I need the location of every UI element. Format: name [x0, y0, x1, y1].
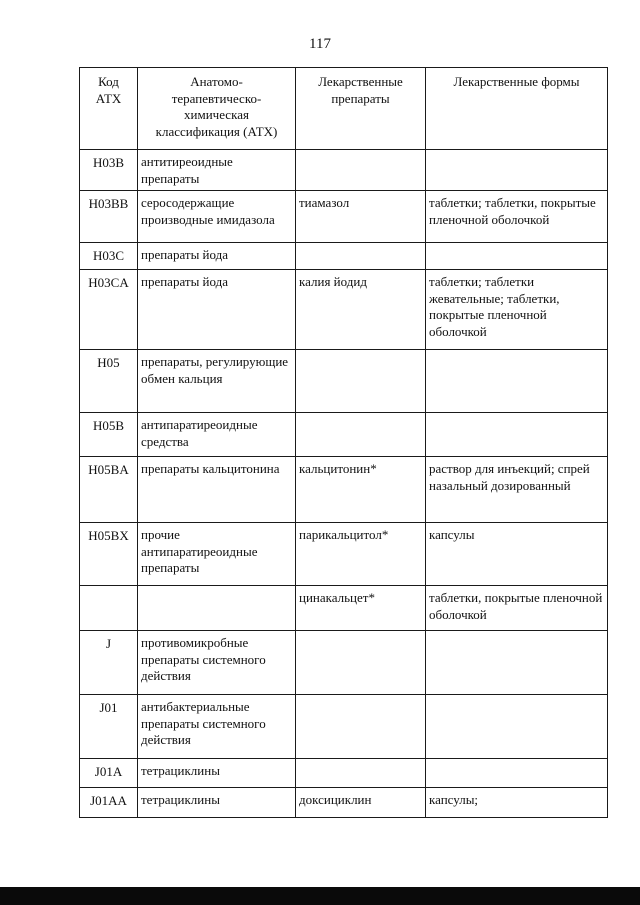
table-header-row [80, 68, 608, 150]
table-row [80, 759, 608, 788]
table-row [80, 695, 608, 759]
atx-code: H05BX [80, 523, 138, 586]
atx-class: противомикробные препараты системного действия [138, 631, 296, 695]
dosage-forms: таблетки; таблетки, покрытые пленочной оболочкой [426, 191, 608, 243]
drug-name [296, 695, 426, 759]
drug-name [296, 150, 426, 191]
table-row [80, 191, 608, 243]
atx-code: H03B [80, 150, 138, 191]
atx-class: препараты кальцитонина [138, 457, 296, 523]
dosage-forms [426, 631, 608, 695]
atx-class: препараты, регулирующие обмен кальция [138, 350, 296, 413]
table-row [80, 631, 608, 695]
dosage-forms [426, 759, 608, 788]
dosage-forms [426, 413, 608, 457]
atx-code: J01AA [80, 788, 138, 818]
atx-code: H05B [80, 413, 138, 457]
drug-name: цинакальцет* [296, 586, 426, 631]
atx-class: тетрациклины [138, 788, 296, 818]
dosage-forms: таблетки, покрытые пленочной оболочкой [426, 586, 608, 631]
dosage-forms [426, 350, 608, 413]
atx-code: H03C [80, 243, 138, 270]
drug-name [296, 631, 426, 695]
table-row [80, 413, 608, 457]
table-row [80, 350, 608, 413]
table-row [80, 523, 608, 586]
atx-code: H05 [80, 350, 138, 413]
drug-name: тиамазол [296, 191, 426, 243]
drug-name [296, 243, 426, 270]
table-row [80, 457, 608, 523]
header-code: Код АТХ [80, 68, 138, 150]
drug-name: калия йодид [296, 270, 426, 350]
table-row [80, 586, 608, 631]
drug-name: парикальцитол* [296, 523, 426, 586]
drug-name: доксициклин [296, 788, 426, 818]
atx-code: H03CA [80, 270, 138, 350]
atx-class: антитиреоидные препараты [138, 150, 296, 191]
atx-class: тетрациклины [138, 759, 296, 788]
drug-name: кальцитонин* [296, 457, 426, 523]
atx-class [138, 586, 296, 631]
drug-name [296, 350, 426, 413]
atx-table [79, 67, 608, 818]
atx-class: серосодержащие производные имидазола [138, 191, 296, 243]
scan-bottom-border [0, 887, 640, 905]
atx-class: препараты йода [138, 270, 296, 350]
dosage-forms [426, 243, 608, 270]
atx-code [80, 586, 138, 631]
dosage-forms: капсулы; [426, 788, 608, 818]
table-row [80, 243, 608, 270]
atx-code: H05BA [80, 457, 138, 523]
drug-name [296, 413, 426, 457]
dosage-forms [426, 150, 608, 191]
table-row [80, 150, 608, 191]
page-number: 117 [309, 36, 331, 52]
dosage-forms: таблетки; таблетки жевательные; таблетки, покрытые пленочной оболочкой [426, 270, 608, 350]
table-row [80, 270, 608, 350]
atx-class: антибактериальные препараты системного действия [138, 695, 296, 759]
atx-code: J01A [80, 759, 138, 788]
atx-class: антипаратиреоидные средства [138, 413, 296, 457]
atx-code: J01 [80, 695, 138, 759]
dosage-forms: раствор для инъекций; спрей назальный дозированный [426, 457, 608, 523]
atx-class: препараты йода [138, 243, 296, 270]
table-row [80, 788, 608, 818]
header-forms: Лекарственные формы [426, 68, 608, 150]
atx-code: J [80, 631, 138, 695]
drug-name [296, 759, 426, 788]
header-drugs: Лекарственные препараты [296, 68, 426, 150]
dosage-forms [426, 695, 608, 759]
atx-code: H03BB [80, 191, 138, 243]
atx-class: прочие антипаратиреоидные препараты [138, 523, 296, 586]
header-classification: Анатомо-терапевтическо-химическая классификация (АТХ) [138, 68, 296, 150]
dosage-forms: капсулы [426, 523, 608, 586]
